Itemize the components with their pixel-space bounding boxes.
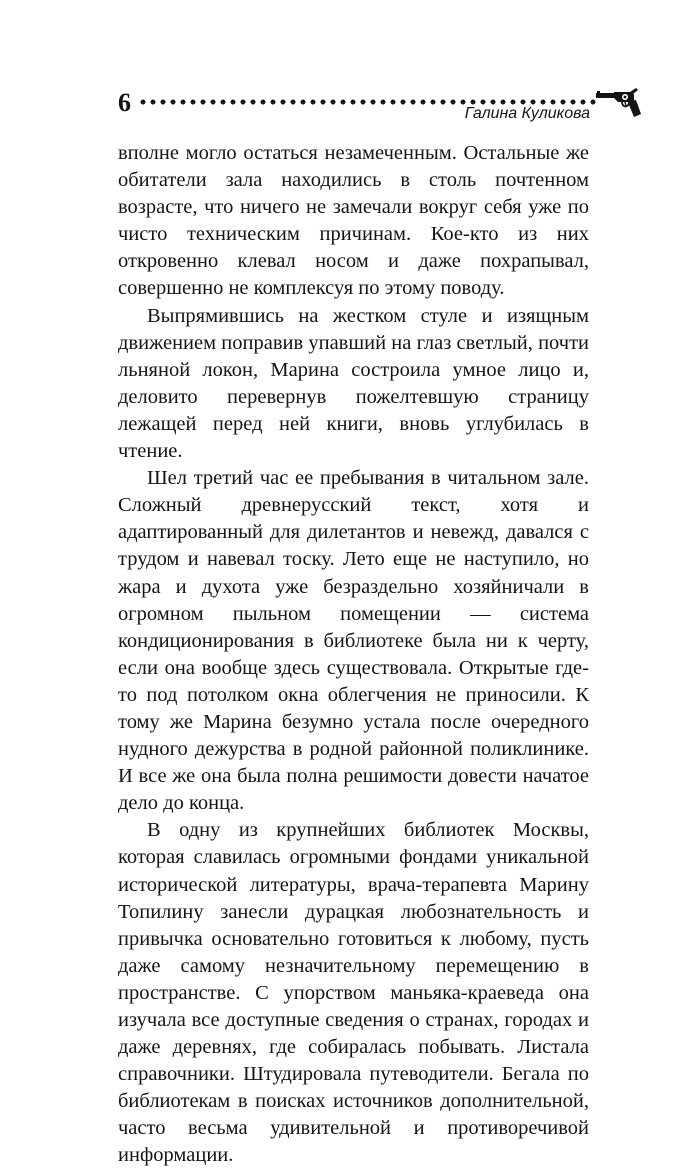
paragraph-continued: вполне могло остаться незамеченным. Остальные же обитатели зала находились в столь почтенном возрасте, что ничего не замечали вокруг себя уже по чисто техническим причинам. Кое-кто из них откровенно клевал носом и даже похрапывал, совершенно не комплексуя по этому поводу. xyxy=(118,142,589,300)
paragraph: Шел третий час ее пребывания в читальном зале. Сложный древнерусский текст, хотя и адаптированный для дилетантов и невежд, давался с трудом и навевал тоску. Лето еще не наступило, но жара и духота уже безраздельно хозяйничали в огромном пыльном помещении — система кондиционирования в библиотеке была ни к черту, если она вообще здесь существовала. Открытые где-то под потолком окна облегчения не приносили. К тому же Марина безумно устала после очередного нудного дежурства в родной районной поликлинике. И все же она была полна решимости довести начатое дело до конца. xyxy=(118,467,589,815)
paragraph: Выпрямившись на жестком стуле и изящным движением поправив упавший на глаз светлый, почти льняной локон, Марина состроила умное лицо и, деловито перевернув пожелтевшую страницу лежащей перед ней книги, вновь углубилась в чтение. xyxy=(118,304,589,463)
revolver-icon xyxy=(596,88,642,118)
page-number: 6 xyxy=(118,88,131,117)
running-header xyxy=(118,84,638,124)
author-name: Галина Куликова xyxy=(464,105,590,122)
main-text xyxy=(118,140,589,1170)
paragraph: В одну из крупнейших библиотек Москвы, которая славилась огромными фондами уникальной исторической литературы, врача-терапевта Марину Топилину занесли дурацкая любознательность и привычка основательно готовиться к любому, пусть даже самому незначительному перемещению в пространстве. С упорством маньяка-краеведа она изучала все доступные сведения о странах, городах и даже деревнях, где собиралась побывать. Листала справочники. Штудировала путеводители. Бегала по библиотекам в поисках источников дополнительной, часто весьма удивительной и противоречивой информации. xyxy=(118,819,589,1167)
